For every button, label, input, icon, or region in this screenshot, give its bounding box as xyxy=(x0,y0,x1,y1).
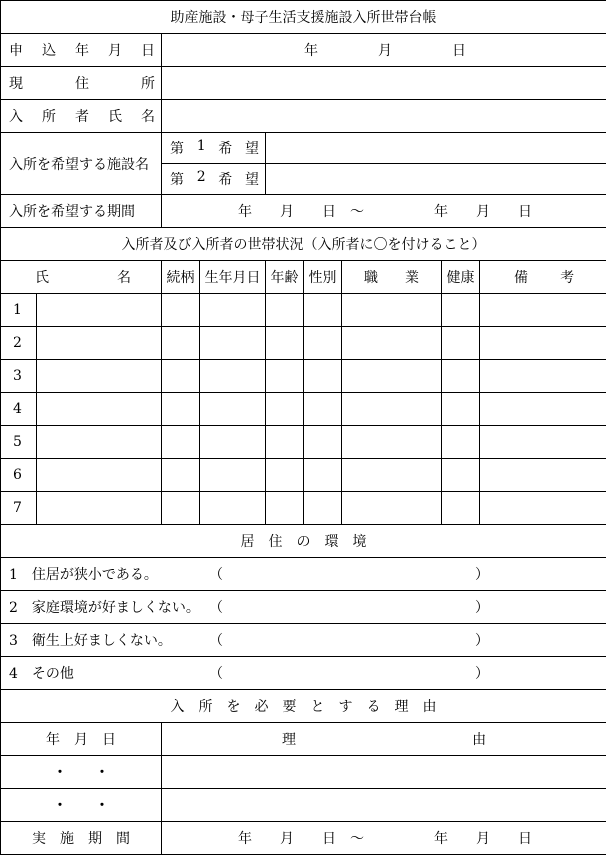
row-number: 7 xyxy=(1,492,37,525)
sex-cell[interactable] xyxy=(304,360,342,393)
birthdate-cell[interactable] xyxy=(200,459,266,492)
name-cell[interactable] xyxy=(37,426,162,459)
name-cell[interactable] xyxy=(37,327,162,360)
relation-cell[interactable] xyxy=(162,360,200,393)
relation-cell[interactable] xyxy=(162,492,200,525)
applicant-name-label: 入 所 者 氏 名 xyxy=(1,100,162,133)
age-cell[interactable] xyxy=(266,426,304,459)
implementation-label: 実 施 期 間 xyxy=(1,822,162,855)
table-row xyxy=(1,294,606,327)
occupation-cell[interactable] xyxy=(342,492,442,525)
remarks-cell[interactable] xyxy=(480,459,606,492)
living-item-2[interactable]: 2 家庭環境が好ましくない。 （ ） xyxy=(1,591,606,624)
apply-date-label: 申 込 年 月 日 xyxy=(1,34,162,67)
table-row xyxy=(1,492,606,525)
health-cell[interactable] xyxy=(442,393,480,426)
birthdate-cell[interactable] xyxy=(200,426,266,459)
table-row xyxy=(1,459,606,492)
sex-cell[interactable] xyxy=(304,492,342,525)
household-heading: 入所者及び入所者の世帯状況（入所者に〇を付けること） xyxy=(1,228,606,261)
reason-text-cell[interactable] xyxy=(162,789,606,822)
col-sex: 性別 xyxy=(304,261,342,294)
health-cell[interactable] xyxy=(442,360,480,393)
choice2-label: 第 2 希 望 xyxy=(162,164,266,195)
address-field[interactable] xyxy=(162,67,606,100)
reason-header: 理 由 xyxy=(162,723,606,756)
choice2-field[interactable] xyxy=(266,164,606,195)
age-cell[interactable] xyxy=(266,360,304,393)
remarks-cell[interactable] xyxy=(480,360,606,393)
row-number: 6 xyxy=(1,459,37,492)
relation-cell[interactable] xyxy=(162,426,200,459)
living-item-4[interactable]: 4 その他 （ ） xyxy=(1,657,606,690)
apply-date-field[interactable]: 年 月 日 xyxy=(162,34,606,67)
col-health: 健康 xyxy=(442,261,480,294)
table-row xyxy=(1,360,606,393)
name-cell[interactable] xyxy=(37,294,162,327)
health-cell[interactable] xyxy=(442,294,480,327)
col-name: 氏 名 xyxy=(1,261,162,294)
period-label: 入所を希望する期間 xyxy=(1,195,162,228)
remarks-cell[interactable] xyxy=(480,294,606,327)
reason-date-header: 年 月 日 xyxy=(1,723,162,756)
implementation-period-field[interactable]: 年 月 日 ～ 年 月 日 xyxy=(162,822,606,855)
occupation-cell[interactable] xyxy=(342,393,442,426)
col-remarks: 備 考 xyxy=(480,261,606,294)
sex-cell[interactable] xyxy=(304,426,342,459)
reason-date-cell[interactable]: ・ ・ xyxy=(1,756,162,789)
relation-cell[interactable] xyxy=(162,393,200,426)
age-cell[interactable] xyxy=(266,327,304,360)
relation-cell[interactable] xyxy=(162,459,200,492)
sex-cell[interactable] xyxy=(304,393,342,426)
choice1-field[interactable] xyxy=(266,133,606,164)
occupation-cell[interactable] xyxy=(342,459,442,492)
row-number: 3 xyxy=(1,360,37,393)
health-cell[interactable] xyxy=(442,459,480,492)
remarks-cell[interactable] xyxy=(480,327,606,360)
age-cell[interactable] xyxy=(266,393,304,426)
sex-cell[interactable] xyxy=(304,327,342,360)
reason-text-cell[interactable] xyxy=(162,756,606,789)
sex-cell[interactable] xyxy=(304,294,342,327)
reason-heading: 入 所 を 必 要 と す る 理 由 xyxy=(1,690,606,723)
occupation-cell[interactable] xyxy=(342,426,442,459)
col-occupation: 職 業 xyxy=(342,261,442,294)
table-row xyxy=(1,327,606,360)
row-number: 5 xyxy=(1,426,37,459)
living-heading: 居 住 の 環 境 xyxy=(1,525,606,558)
birthdate-cell[interactable] xyxy=(200,492,266,525)
age-cell[interactable] xyxy=(266,459,304,492)
remarks-cell[interactable] xyxy=(480,393,606,426)
occupation-cell[interactable] xyxy=(342,327,442,360)
remarks-cell[interactable] xyxy=(480,426,606,459)
relation-cell[interactable] xyxy=(162,294,200,327)
col-relation: 続柄 xyxy=(162,261,200,294)
health-cell[interactable] xyxy=(442,492,480,525)
row-number: 1 xyxy=(1,294,37,327)
form-title: 助産施設・母子生活支援施設入所世帯台帳 xyxy=(1,1,606,34)
choice1-label: 第 1 希 望 xyxy=(162,133,266,164)
birthdate-cell[interactable] xyxy=(200,294,266,327)
reason-date-cell[interactable]: ・ ・ xyxy=(1,789,162,822)
facility-label: 入所を希望する施設名 xyxy=(1,133,162,195)
remarks-cell[interactable] xyxy=(480,492,606,525)
age-cell[interactable] xyxy=(266,294,304,327)
health-cell[interactable] xyxy=(442,327,480,360)
table-row xyxy=(1,393,606,426)
row-number: 4 xyxy=(1,393,37,426)
row-number: 2 xyxy=(1,327,37,360)
name-cell[interactable] xyxy=(37,393,162,426)
birthdate-cell[interactable] xyxy=(200,360,266,393)
name-cell[interactable] xyxy=(37,360,162,393)
sex-cell[interactable] xyxy=(304,459,342,492)
living-item-1[interactable]: 1 住居が狭小である。 （ ） xyxy=(1,558,606,591)
applicant-name-field[interactable] xyxy=(162,100,606,133)
living-item-3[interactable]: 3 衛生上好ましくない。 （ ） xyxy=(1,624,606,657)
table-row xyxy=(1,426,606,459)
name-cell[interactable] xyxy=(37,492,162,525)
birthdate-cell[interactable] xyxy=(200,393,266,426)
period-field[interactable]: 年 月 日 ～ 年 月 日 xyxy=(162,195,606,228)
age-cell[interactable] xyxy=(266,492,304,525)
occupation-cell[interactable] xyxy=(342,360,442,393)
col-age: 年齢 xyxy=(266,261,304,294)
health-cell[interactable] xyxy=(442,426,480,459)
col-birthdate: 生年月日 xyxy=(200,261,266,294)
relation-cell[interactable] xyxy=(162,327,200,360)
occupation-cell[interactable] xyxy=(342,294,442,327)
name-cell[interactable] xyxy=(37,459,162,492)
birthdate-cell[interactable] xyxy=(200,327,266,360)
address-label: 現 住 所 xyxy=(1,67,162,100)
